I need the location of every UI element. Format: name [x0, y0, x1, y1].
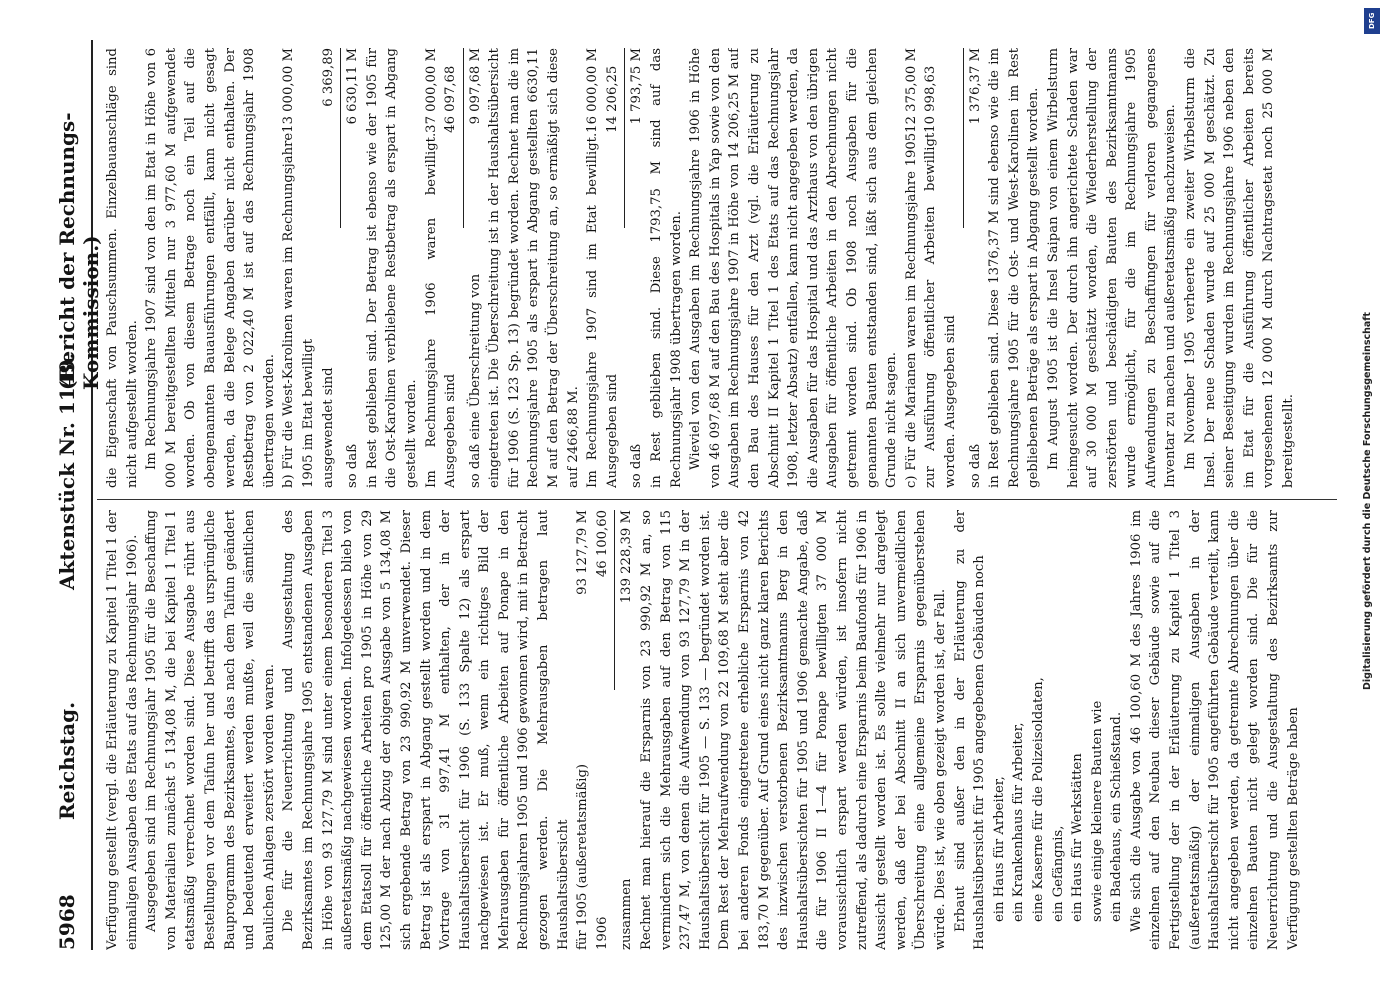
calc-total-row — [617, 510, 637, 950]
paragraph: Im Rechnungsjahre 1906 waren bewilligt. Ausgegeben sind — [423, 132, 459, 488]
calc-row — [593, 510, 613, 950]
paragraph: Wie sich die Ausgabe von 46 100,60 M des Jahres 1906 im einzelnen auf den Neubau dieser Gebäude sowie auf die Fertigstellung der in der Erläuterung zu Kapitel 1 Titel 3 (außeretatsmäßig) der einmaligen Ausgaben in der Haushaltsübersicht für 1905 angeführten Gebäude verteilt, kann nicht angegeben werden, da getrennte Abrechnungen über die einzelnen Bauten nicht gelegt worden sind. Die für die Neuerrichtung und die Ausgestaltung des Bezirksamts zur Verfügung gestellten Beträge haben — [1128, 510, 1301, 950]
paragraph: Im November 1905 verheerte ein zweiter Wirbelsturm die Insel. Der neue Schaden wurde auf 25 000 M geschätzt. Zu seiner Beseitigung wurden im Rechnungsjahre 1906 neben den im Etat für die Ausführung öffentlicher Arbeiten bereits vorgesehenen 12 000 M durch Nachtragsetat noch 25 000 M bereitgestellt. — [1183, 48, 1297, 488]
paragraph: in Rest geblieben sind. Der Betrag ist ebenso wie der 1905 für die Ost-Karolinen verbliebene Restbetrag als erspart in Abgang gestellt worden. — [364, 48, 419, 488]
calc-amount: 14 206,25 — [604, 65, 620, 133]
list-item: ein Krankenhaus für Arbeiter, — [1011, 722, 1027, 922]
sum-rule — [963, 48, 964, 228]
calc-amount: 46 100,60 — [594, 510, 610, 578]
calc-total-label: zusammen — [619, 878, 635, 950]
calc-label: so daß — [629, 443, 645, 488]
list-item: eine Kaserne für die Polizeisoldaten, — [1030, 677, 1046, 922]
calc-amount — [902, 48, 961, 133]
page-header — [45, 40, 103, 950]
left-column — [103, 510, 1333, 950]
list-item: ein Haus für Werkstätten — [1070, 753, 1086, 922]
building-list — [990, 510, 1127, 950]
list-item: sowie einige kleinere Bauten wie — [1089, 700, 1105, 922]
paragraph: Wieviel von den Ausgaben im Rechnungsjahre 1906 in Höhe von 46 097,68 M auf den Bau des Hospitals in Yap sowie von den Ausgaben im Rechnungsjahre 1907 in Höhe von 14 206,25 M auf den Bau des Hauses für den Arzt (vgl. die Erläuterung zu Abschnitt II Kapitel 1 Titel 1 des Etats auf das Rechnungsjahr 1908, letzter Absatz) entfallen, kann nicht angegeben werden, da die Ausgaben für das Hospital und das Arzthaus von den übrigen Ausgaben für öffentliche Arbeiten in den Abrechnungen nicht getrennt worden sind. Ob 1908 noch Ausgaben für die genannten Bauten entstanden sind, läßt sich aus dem gleichen Grunde nicht sagen. — [688, 48, 900, 488]
calc-total-row — [466, 48, 486, 488]
calc-amount: 16 000,00 M — [585, 48, 601, 133]
calc-amount: 12 375,00 M — [903, 48, 919, 133]
paragraph: in Rest geblieben sind. Diese 1376,37 M sind ebenso wie die im Rechnungsjahre 1905 für die Ost- und West-Karolinen im Rest gebliebenen Beträge als erspart in Abgang gestellt worden. — [987, 48, 1042, 488]
sum-rule — [340, 48, 341, 228]
calc-amount: 93 127,79 M — [575, 510, 591, 595]
paragraph: in Rest geblieben sind. Diese 1793,75 M sind auf das Rechnungsjahr 1908 übertragen worden. — [649, 48, 684, 488]
paragraph: b) Für die West-Karolinen waren im Rechnungsjahre 1905 im Etat bewilligt — [281, 132, 316, 488]
paragraph: Die für die Neuerrichtung und Ausgestaltung des Bezirksamtes im Rechnungsjahre 1905 entstandenen Ausgaben in Höhe von 93 127,79 M sind unter einem besonderen Titel 3 außeretatsmäßig nachgewiesen worden. Infolgedessen blieb von dem Etatsoll für öffentliche Arbeiten pro 1905 in Höhe von 29 125,00 M der nach Abzug der obigen Ausgabe von 5 134,08 M sich ergebende Betrag von 23 990,92 M unverwendet. Dieser Betrag ist als erspart in Abgang gestellt worden und in dem Vortrage von 31 997,41 M enthalten, der in der Haushaltsübersicht für 1906 (S. 133 Spalte 12) als erspart nachgewiesen ist. Er muß, wenn ein richtiges Bild der Mehrausgaben für öffentliche Arbeiten auf Ponape in den Rechnungsjahren 1905 und 1906 gewonnen wird, mit in Betracht gezogen werden. Die Mehrausgaben betragen laut Haushaltsübersicht — [281, 510, 571, 950]
sum-rule — [614, 510, 615, 690]
calc-amount: 10 998,63 — [923, 65, 939, 133]
header-left-title: Reichstag. — [55, 701, 79, 820]
calc-label: so daß eine Überschreitung von — [467, 273, 483, 488]
paragraph: Ausgegeben sind im Rechnungsjahr 1905 für die Beschaffung von Materialien zunächst 5 134,08 M, die bei Kapitel 1 Titel 1 etatsmäßig verrechnet worden sind. Diese Ausgabe rührt aus Bestellungen vor dem Taifun her und betrifft das ursprüngliche Bauprogramm des Bezirksamtes, das nach dem Taifun geändert und bedeutend erweitert werden mußte, weil die sämtlichen baulichen Anlagen zerstört worden waren. — [144, 510, 277, 950]
calc-label: für 1905 (außeretatsmäßig) — [575, 763, 591, 950]
calc-amount: 1 376,37 M — [967, 48, 983, 125]
paragraph: Im Rechnungsjahre 1907 sind im Etat bewilligt. Ausgegeben sind — [585, 132, 620, 488]
right-column — [103, 48, 1333, 488]
list-item: ein Haus für Arbeiter, — [991, 776, 1007, 922]
sum-rule — [463, 48, 464, 228]
calc-amount — [422, 48, 461, 133]
paragraph: Erbaut sind außer den in der Erläuterung zu der Haushaltsübersicht für 1905 angegebenen Gebäuden noch — [952, 510, 988, 950]
calc-row — [583, 48, 622, 488]
calc-amount: 13 000,00 M — [281, 48, 297, 133]
paragraph: Rechnet man hierauf die Ersparnis von 23 990,92 M an, so vermindern sich die Mehrausgaben auf den Betrag von 115 237,47 M, von denen die Aufwendung von 93 127,79 M in der Haushaltsübersicht für 1905 — S. 133 — begründet worden ist. Dem Rest der Mehraufwendung von 22 109,68 M steht aber die bei anderen Fonds eingetretene erhebliche Ersparnis von 42 183,70 M gegenüber. Auf Grund eines nicht ganz klaren Berichts des inzwischen verstorbenen Bezirksamtmanns Berg in den Haushaltsübersichten für 1905 und 1906 gemachte Angabe, daß die für 1906 II 1—4 für Ponape bewilligten 37 000 M voraussichtlich erspart werden würden, ist insofern nicht zutreffend, als dadurch eine Ersparnis beim Baufonds für 1906 in Aussicht gestellt worden ist. Es sollte vielmehr nur dargelegt werden, daß der bei Abschnitt II an sich unvermeidlichen Überschreitung eine allgemeine Ersparnis gegenüberstehen würde. Dies ist, wie oben gezeigt worden ist, der Fall. — [639, 510, 948, 950]
paragraph: die Eigenschaft von Pauschsummen. Einzelbauanschläge sind nicht aufgestellt worden. — [105, 48, 140, 488]
calc-amount: 1 793,75 M — [629, 48, 645, 125]
column-divider — [97, 499, 1337, 500]
calc-row — [319, 48, 339, 488]
calc-label: 1906 — [594, 916, 610, 950]
calc-amount: 46 097,68 — [443, 65, 459, 133]
paragraph: Verfügung gestellt (vergl. die Erläuterung zu Kapitel 1 Titel 1 der einmaligen Ausgaben des Etats auf das Rechnungsjahr 1906). — [105, 510, 140, 950]
header-center-title: Aktenstück Nr. 1149. — [55, 352, 79, 590]
list-item: ein Gefängnis, — [1050, 825, 1066, 922]
page-number: 5968 — [55, 894, 79, 950]
calc-row — [902, 48, 961, 488]
calc-label: ausgewendet sind — [320, 367, 336, 488]
calc-total-row — [627, 48, 647, 488]
calc-row — [422, 48, 461, 488]
calc-row — [279, 48, 318, 488]
calc-total-amount: 139 228,39 M — [619, 510, 635, 604]
calc-amount: 9 097,68 M — [467, 48, 483, 125]
calc-amount: 6 369,89 — [320, 48, 336, 107]
paragraph: Im Rechnungsjahre 1907 sind von den im Etat in Höhe von 6 000 M bereitgestellten Mitteln nur 3 977,60 M aufgewendet worden. Ob von diesem Betrage noch ein Teil auf die obengenannten Bauausführungen entfällt, kann nicht gesagt werden, da die Belege Angaben darüber nicht enthalten. Der Restbetrag von 2 022,40 M ist auf das Rechnungsjahr 1908 übertragen worden. — [144, 48, 277, 488]
calc-label: so daß — [967, 443, 983, 488]
dfg-logo: DFG — [1364, 8, 1380, 34]
calc-amount — [583, 48, 622, 133]
paragraph: eingetreten ist. Die Überschreitung ist in der Haushaltsübersicht für 1906 (S. 123 Sp. 13) begründet worden. Rechnet man die im Rechnungsjahre 1905 als erspart in Abgang gestellten 6630,11 M auf den Betrag der Überschreitung an, so ermäßigt sich diese auf 2466,88 M. — [487, 48, 581, 488]
list-item: ein Badehaus, ein Schießstand. — [1109, 711, 1125, 922]
calc-label: so daß — [345, 443, 361, 488]
calc-total-row — [966, 48, 986, 488]
calc-row — [573, 510, 593, 950]
paragraph: c) Für die Marianen waren im Rechnungsjahre 1905 zur Ausführung öffentlicher Arbeiten bewilligt worden. Ausgegeben sind — [903, 132, 958, 488]
rotated-page-content — [45, 40, 1345, 950]
calc-amount: 37 000,00 M — [423, 48, 439, 133]
calc-amount: 6 630,11 M — [345, 48, 361, 125]
header-right-title: (Bericht der Rechnungs-Kommission.) — [55, 112, 103, 390]
sum-rule — [624, 48, 625, 228]
paragraph: Im August 1905 ist die Insel Saipan von einem Wirbelsturm heimgesucht worden. Der durch ihn angerichtete Schaden war auf 30 000 M geschätzt worden, die Wiederherstellung der zerstörten und beschädigten Bauten des Bezirksamtmanns wurde ermöglicht, für die im Rechnungsjahre 1905 Aufwendungen zu Beschaffungen für verloren gegangenes Inventar zu machen und außeretatsmäßig nachzuweisen. — [1045, 48, 1179, 488]
calc-total-row — [343, 48, 363, 488]
digitization-note: Digitalisierung gefördert durch die Deutsche Forschungsgemeinschaft — [1362, 312, 1373, 690]
